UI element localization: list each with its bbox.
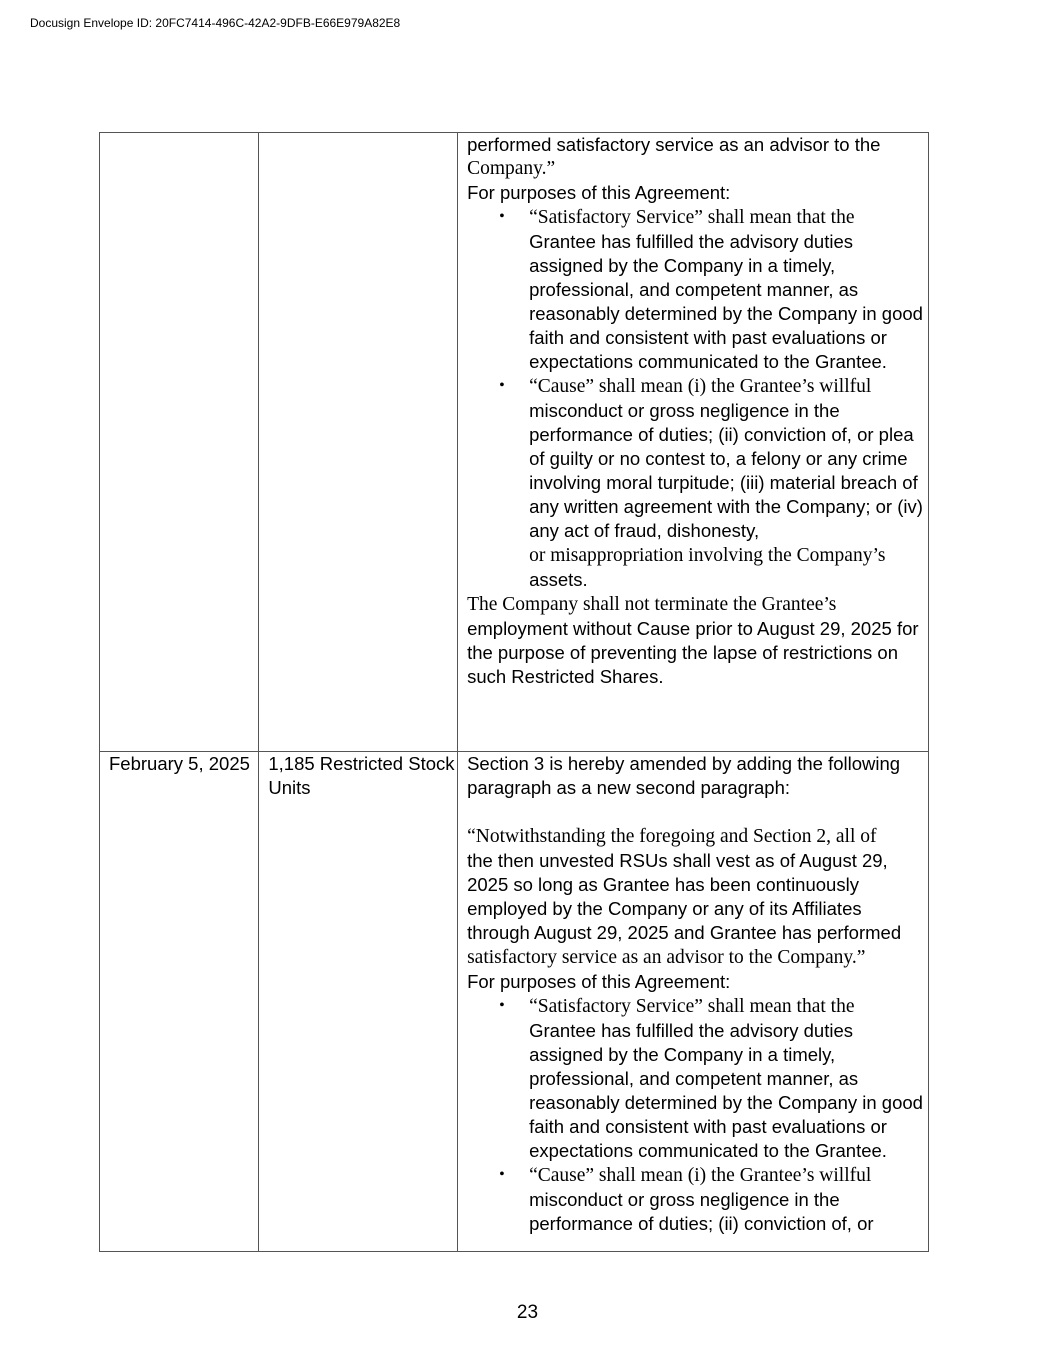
amendment-cell: [458, 752, 929, 1252]
definition-lead: “Satisfactory Service” shall mean that the: [529, 207, 855, 228]
definition-body: misconduct or gross negligence in the performance of duties; (ii) conviction of, or plea of guilty or no contest to, a felony or any crime involving moral turpitude; (iii) material breach of any written agreement with the Company; or (iv) any act of fraud, dishonesty,: [529, 400, 923, 541]
list-item: [529, 994, 928, 1163]
intro-paragraph: Section 3 is hereby amended by adding the following paragraph as a new second paragraph:: [467, 753, 901, 798]
definition-lead: “Satisfactory Service” shall mean that the: [529, 996, 855, 1017]
definition-lead: “Cause” shall mean (i) the Grantee’s willful: [529, 376, 872, 397]
intro-line: performed satisfactory service as an advisor to the: [467, 134, 881, 155]
definition-body: Grantee has fulfilled the advisory duties assigned by the Company in a timely, professional, and competent manner, as reasonably determined by the Company in good faith and consistent with past evaluations or expectations communicated to the Grantee.: [529, 1020, 923, 1161]
definition-lead: “Cause” shall mean (i) the Grantee’s willful: [529, 1165, 872, 1186]
purposes-line: For purposes of this Agreement:: [467, 971, 731, 992]
quote-paragraph: the then unvested RSUs shall vest as of August 29, 2025 so long as Grantee has been continuously employed by the Company or any of its Affiliates through August 29, 2025 and Grantee has performed: [467, 850, 902, 943]
definition-body: or misappropriation involving the Company’s: [529, 545, 886, 566]
amendment-cell: [458, 133, 929, 752]
closing-paragraph: The Company shall not terminate the Grantee’s: [467, 594, 837, 615]
quote-paragraph: satisfactory service as an advisor to the Company.”: [467, 947, 866, 968]
closing-paragraph: employment without Cause prior to August 29, 2025 for the purpose of preventing the lapse of restrictions on such Restricted Shares.: [467, 618, 919, 687]
award-cell: 1,185 Restricted Stock Units: [259, 752, 458, 1252]
award-cell: [259, 133, 458, 752]
list-item: [529, 205, 928, 374]
date-cell: [100, 133, 259, 752]
envelope-id: Docusign Envelope ID: 20FC7414-496C-42A2-9DFB-E66E979A82E8: [30, 16, 401, 30]
date-cell: February 5, 2025: [100, 752, 259, 1252]
list-item: [529, 374, 928, 592]
definitions-list: [467, 994, 928, 1236]
quote-paragraph: “Notwithstanding the foregoing and Section 2, all of: [467, 826, 877, 847]
definition-body: assets.: [529, 569, 588, 590]
definition-body: Grantee has fulfilled the advisory duties assigned by the Company in a timely, professional, and competent manner, as reasonably determined by the Company in good faith and consistent with past evaluations or expectations communicated to the Grantee.: [529, 231, 923, 372]
amendment-table: [99, 132, 929, 1252]
table-row: [100, 752, 929, 1252]
definition-body: misconduct or gross negligence in the performance of duties; (ii) conviction of, or: [529, 1189, 874, 1234]
definitions-list: [467, 205, 928, 592]
purposes-line: For purposes of this Agreement:: [467, 182, 731, 203]
list-item: [529, 1163, 928, 1236]
page-number: 23: [516, 1302, 539, 1323]
table-row: [100, 133, 929, 752]
intro-line: Company.”: [467, 158, 556, 179]
